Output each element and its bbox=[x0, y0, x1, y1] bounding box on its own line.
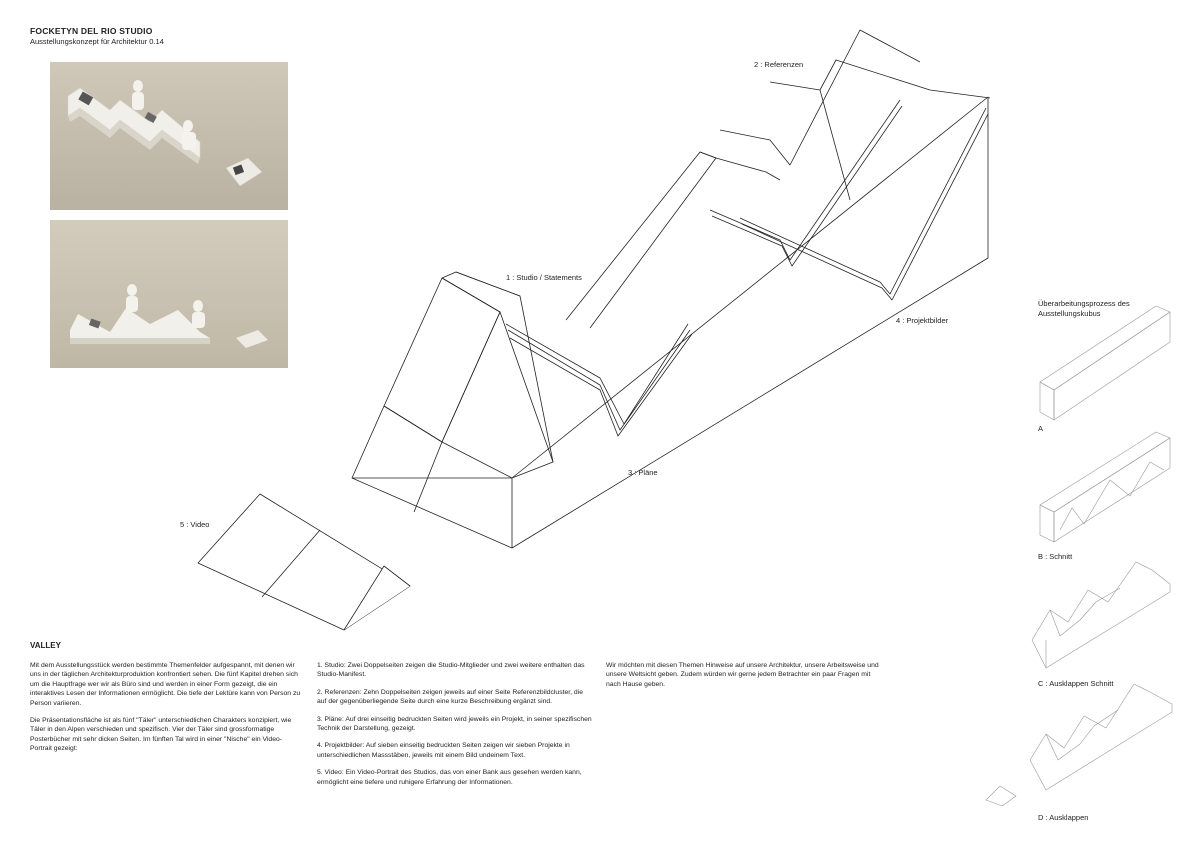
section-title: VALLEY bbox=[30, 641, 61, 650]
label-referenzen: 2 : Referenzen bbox=[754, 60, 804, 69]
process-step-d: D : Ausklappen bbox=[1038, 813, 1089, 822]
process-step-c: C : Ausklappen Schnitt bbox=[1038, 679, 1114, 688]
label-video: 5 : Video bbox=[180, 520, 210, 529]
col2-paragraph-5: 5. Video: Ein Video-Portrait des Studios, das von einer Bank aus gesehen werden kann, ermöglicht eine tiefere und ruhigere Erfahrung der Informationen. bbox=[317, 769, 582, 786]
col2-paragraph-1: 1. Studio: Zwei Doppelseiten zeigen die Studio-Mitglieder und zwei weitere enthalten das Studio-Manifest. bbox=[317, 662, 585, 679]
col2-paragraph-4: 4. Projektbilder: Auf sieben einseitig bedruckten Seiten zeigen wir sieben Projekte in unterschiedlichen Massstäben, jeweils mit einem Bild undeinem Text. bbox=[317, 742, 570, 759]
process-step-a: A bbox=[1038, 424, 1044, 433]
process-step-b: B : Schnitt bbox=[1038, 552, 1073, 561]
process-title-line1: Überarbeitungsprozess des bbox=[1038, 299, 1130, 308]
label-plaene: 3 : Pläne bbox=[628, 468, 658, 477]
label-studio-statements: 1 : Studio / Statements bbox=[506, 273, 582, 282]
page-title: FOCKETYN DEL RIO STUDIO bbox=[30, 26, 153, 36]
page-subtitle: Ausstellungskonzept für Architektur 0.14 bbox=[30, 37, 164, 46]
label-projektbilder: 4 : Projektbilder bbox=[896, 316, 949, 325]
col2-paragraph-3: 3. Pläne: Auf drei einseitig bedruckten Seiten wird jeweils ein Projekt, in seiner spezifischen Technik der Darstellung, gezeigt. bbox=[317, 715, 592, 733]
text-column-1 bbox=[30, 661, 302, 762]
col2-paragraph-2: 2. Referenzen: Zehn Doppelseiten zeigen jeweils auf einer Seite Referenzbildcluster, die auf der gegenüberliegende Seite durch eine kurze Beschreibung ergänzt sind. bbox=[317, 688, 583, 706]
col1-paragraph-1: Mit dem Ausstellungsstück werden bestimmte Themenfelder aufgespannt, mit denen wir uns in der täglichen Architekturproduktion konfrontiert sehen. Die fünf Kapitel drehen sich um die Hauptfrage wer wir als Büro sind und werden in einer Form gezeigt, die ein interaktives Lesen der Informationen ermöglicht. Die tiefe der Lektüre kann von Person zu Person variieren. bbox=[30, 662, 301, 707]
process-title-line2: Ausstellungskubus bbox=[1038, 309, 1101, 318]
col3-paragraph-1: Wir möchten mit diesen Themen Hinweise auf unsere Architektur, unsere Arbeitsweise und unsere Weltsicht geben. Zudem würden wir gerne jedem Betrachter ein paar Fragen mit nach Hause geben. bbox=[606, 662, 879, 688]
text-column-2 bbox=[317, 661, 593, 795]
text-column-3 bbox=[606, 661, 884, 697]
col1-paragraph-2: Die Präsentationsfläche ist als fünf "Täler" unterschiedlichen Charakters konzipiert, wie Täler in den Alpen verschieden und spezifisch. Vier der Täler sind grossformatige Posterbücher mit sehr dicken Seiten. Im fünften Tal wird in einer "Nische" ein Video-Portrait gezeigt: bbox=[30, 717, 292, 753]
